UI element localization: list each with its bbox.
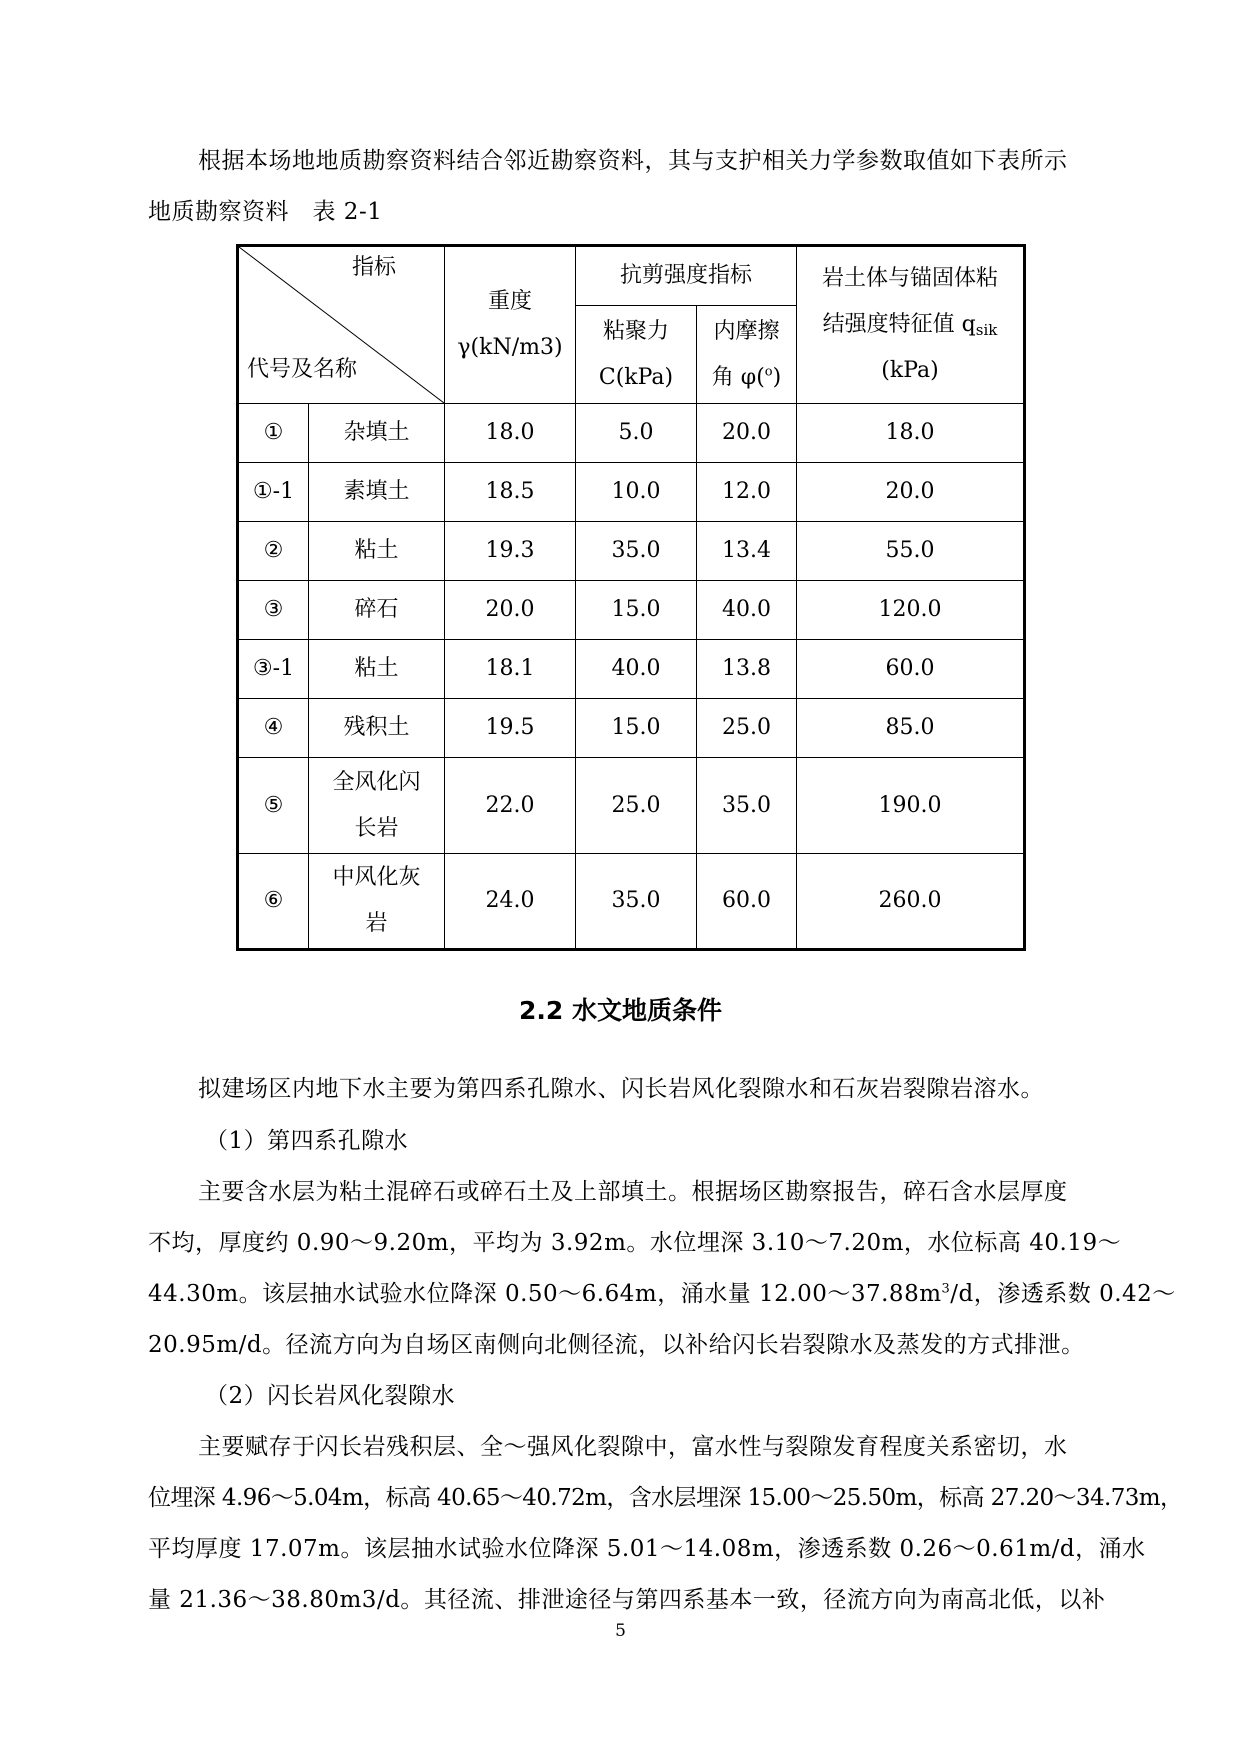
cell-friction: 20.0 [697,404,797,463]
cell-name: 残积土 [309,699,445,758]
cell-friction: 40.0 [697,581,797,640]
cell-bond: 18.0 [797,404,1025,463]
table-row [238,758,1025,854]
cell-gamma: 22.0 [445,758,576,854]
cell-code: ② [238,522,309,581]
cell-cohesion: 15.0 [576,581,697,640]
page-number: 5 [615,1621,626,1641]
cell-cohesion: 15.0 [576,699,697,758]
table-row [238,522,1025,581]
cell-bond: 120.0 [797,581,1025,640]
cell-cohesion: 25.0 [576,758,697,854]
cell-code: ⑤ [238,758,309,854]
cell-gamma: 19.5 [445,699,576,758]
diagonal-header-cell [238,246,445,404]
cell-friction: 13.8 [697,640,797,699]
table-caption: 地质勘察资料 表 2-1 [148,199,383,225]
cell-name: 素填土 [309,463,445,522]
cell-code: ⑥ [238,854,309,950]
cell-code: ④ [238,699,309,758]
cell-gamma: 18.0 [445,404,576,463]
subsection-title: （1）第四系孔隙水 [205,1128,409,1154]
paragraph-line: 位埋深 4.96～5.04m，标高 40.65～40.72m，含水层埋深 15.00～25.50m，标高 27.20～34.73m， [148,1485,1183,1511]
paragraph-line: 主要赋存于闪长岩残积层、全～强风化裂隙中，富水性与裂隙发育程度关系密切，水 [198,1434,1068,1460]
paragraph-line: 20.95m/d。径流方向为自场区南侧向北侧径流，以补给闪长岩裂隙水及蒸发的方式排泄。 [148,1332,1085,1358]
paragraph-line: 量 21.36～38.80m3/d。其径流、排泄途径与第四系基本一致，径流方向为南高北低，以补 [148,1587,1106,1613]
subsection-title: （2）闪长岩风化裂隙水 [205,1383,456,1409]
cell-cohesion: 10.0 [576,463,697,522]
cell-bond: 190.0 [797,758,1025,854]
header-unit-weight: 重度 γ(kN/m3) [445,246,576,404]
table-row [238,699,1025,758]
cell-cohesion: 35.0 [576,522,697,581]
cell-bond: 55.0 [797,522,1025,581]
cell-code: ① [238,404,309,463]
paragraph-line: 平均厚度 17.07m。该层抽水试验水位降深 5.01～14.08m，渗透系数 0.26～0.61m/d，涌水 [148,1536,1146,1562]
header-cohesion: 粘聚力 C(kPa) [576,306,697,404]
cell-friction: 35.0 [697,758,797,854]
header-indicator-label: 指标 [351,255,396,280]
header-code-name-label: 代号及名称 [247,357,358,382]
header-shear-strength: 抗剪强度指标 [576,246,797,306]
section-heading: 2.2 水文地质条件 [519,996,722,1025]
cell-bond: 60.0 [797,640,1025,699]
cell-bond: 260.0 [797,854,1025,950]
cell-name: 粘土 [309,640,445,699]
cell-gamma: 24.0 [445,854,576,950]
cell-friction: 25.0 [697,699,797,758]
table-row [238,404,1025,463]
table-row [238,854,1025,950]
paragraph-line: 不均，厚度约 0.90～9.20m，平均为 3.92m。水位埋深 3.10～7.20m，水位标高 40.19～ [148,1230,1122,1256]
cell-name: 碎石 [309,581,445,640]
cell-gamma: 18.1 [445,640,576,699]
paragraph-line: 44.30m。该层抽水试验水位降深 0.50～6.64m，涌水量 $12.00\sim 37.88m^3/d$，渗透系数 0.42～ [148,1281,1176,1307]
table-row [238,581,1025,640]
cell-name: 杂填土 [309,404,445,463]
cell-name: 全风化闪 长岩 [309,758,445,854]
header-bond-strength: 岩土体与锚固体粘 结强度特征值 $q_{sik}$ (kPa) [797,246,1025,404]
cell-gamma: 20.0 [445,581,576,640]
cell-gamma: 19.3 [445,522,576,581]
paragraph-line: 主要含水层为粘土混碎石或碎石土及上部填土。根据场区勘察报告，碎石含水层厚度 [198,1179,1068,1205]
table-header-row [238,246,1025,306]
cell-cohesion: 5.0 [576,404,697,463]
cell-friction: 13.4 [697,522,797,581]
cell-friction: 12.0 [697,463,797,522]
cell-friction: 60.0 [697,854,797,950]
table-row [238,640,1025,699]
cell-code: ③ [238,581,309,640]
geology-parameter-table [236,244,1026,951]
cell-code: ①-1 [238,463,309,522]
cell-bond: 20.0 [797,463,1025,522]
table-row [238,463,1025,522]
cell-gamma: 18.5 [445,463,576,522]
cell-name: 粘土 [309,522,445,581]
intro-paragraph: 根据本场地地质勘察资料结合邻近勘察资料，其与支护相关力学参数取值如下表所示 [198,148,1068,174]
cell-name: 中风化灰 岩 [309,854,445,950]
section-intro-paragraph: 拟建场区内地下水主要为第四系孔隙水、闪长岩风化裂隙水和石灰岩裂隙岩溶水。 [198,1076,1044,1102]
cell-bond: 85.0 [797,699,1025,758]
cell-code: ③-1 [238,640,309,699]
header-friction-angle: 内摩擦 角 φ($^o$) [697,306,797,404]
cell-cohesion: 35.0 [576,854,697,950]
cell-cohesion: 40.0 [576,640,697,699]
